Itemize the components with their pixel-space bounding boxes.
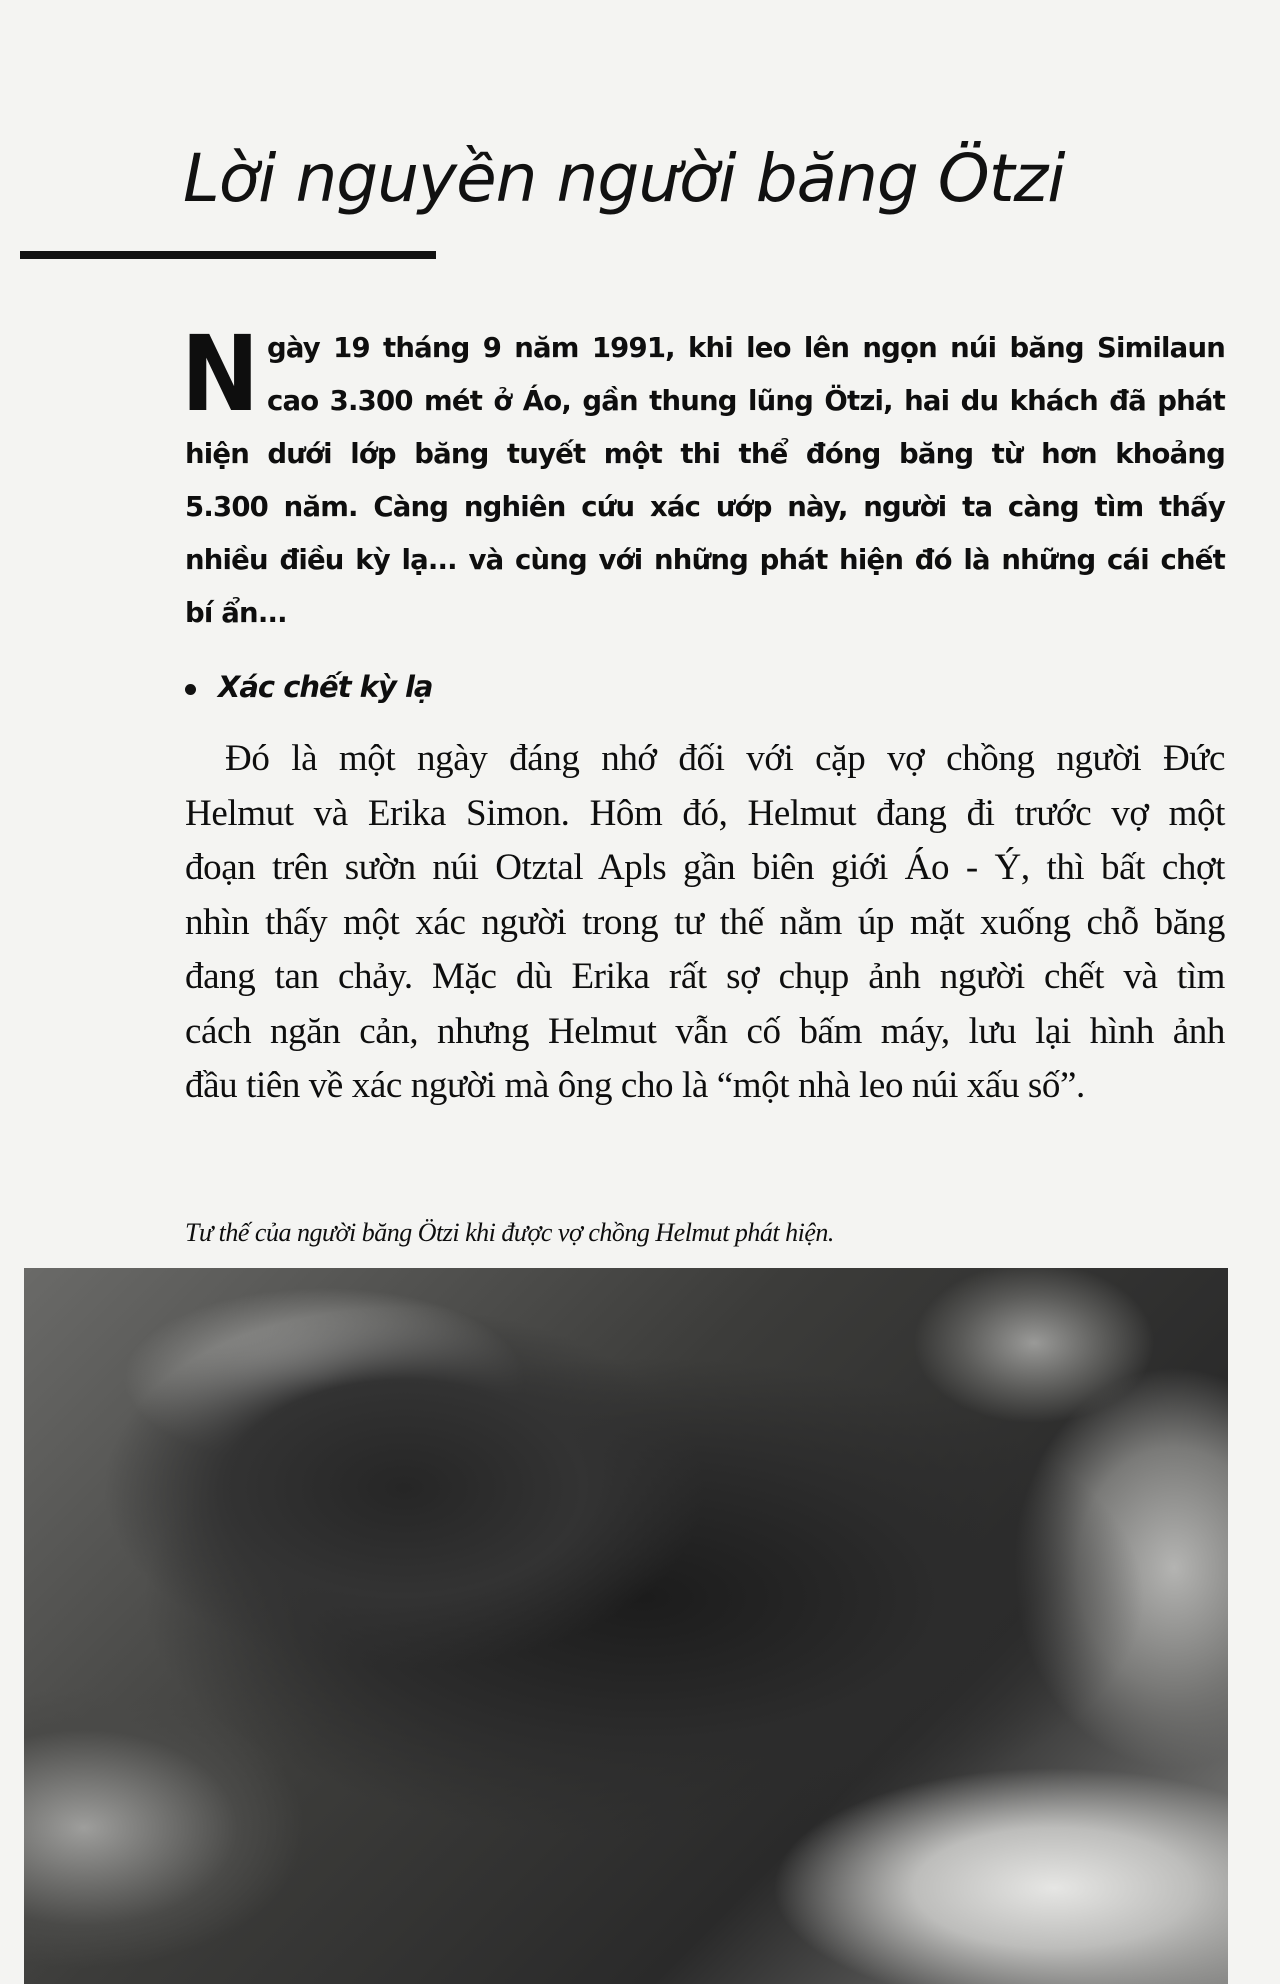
intro-paragraph [181, 313, 1225, 640]
body-line: cách ngăn cản, nhưng Helmut vẫn cố bấm máy, lưu lại hình ảnh [185, 1010, 1225, 1052]
intro-line: cao 3.300 mét ở Áo, gần thung lũng Ötzi, hai du khách đã phát [267, 385, 1225, 417]
body-line: đang tan chảy. Mặc dù Erika rất sợ chụp ảnh người chết và tìm [185, 956, 1225, 997]
chapter-title: Lời nguyền người băng Ötzi [183, 140, 1065, 217]
intro-line: hiện dưới lớp băng tuyết một thi thể đóng băng từ hơn khoảng [185, 438, 1225, 470]
figure-caption: Tư thế của người băng Ötzi khi được vợ chồng Helmut phát hiện. [185, 1218, 834, 1247]
intro-line: nhiều điều kỳ lạ... và cùng với những phát hiện đó là những cái chết [185, 544, 1225, 576]
bullet-icon [185, 684, 196, 695]
body-line: Helmut và Erika Simon. Hôm đó, Helmut đang đi trước vợ một [185, 792, 1225, 834]
section-heading [185, 670, 432, 704]
intro-line: 5.300 năm. Càng nghiên cứu xác ướp này, người ta càng tìm thấy [185, 491, 1225, 523]
body-paragraph [185, 732, 1225, 1114]
drop-cap: N [181, 313, 259, 435]
otzi-photo [24, 1268, 1228, 1984]
body-line: đầu tiên về xác người mà ông cho là “một nhà leo núi xấu số”. [185, 1065, 1085, 1106]
intro-line: bí ẩn... [185, 597, 287, 629]
intro-line: gày 19 tháng 9 năm 1991, khi leo lên ngọn núi băng Similaun [267, 332, 1225, 364]
section-heading-text: Xác chết kỳ lạ [218, 670, 433, 704]
title-underline [20, 251, 436, 259]
body-line: Đó là một ngày đáng nhớ đối với cặp vợ chồng người Đức [225, 738, 1225, 779]
body-line: nhìn thấy một xác người trong tư thế nằm úp mặt xuống chỗ băng [185, 901, 1225, 943]
body-line: đoạn trên sườn núi Otztal Apls gần biên giới Áo - Ý, thì bất chợt [185, 847, 1225, 888]
